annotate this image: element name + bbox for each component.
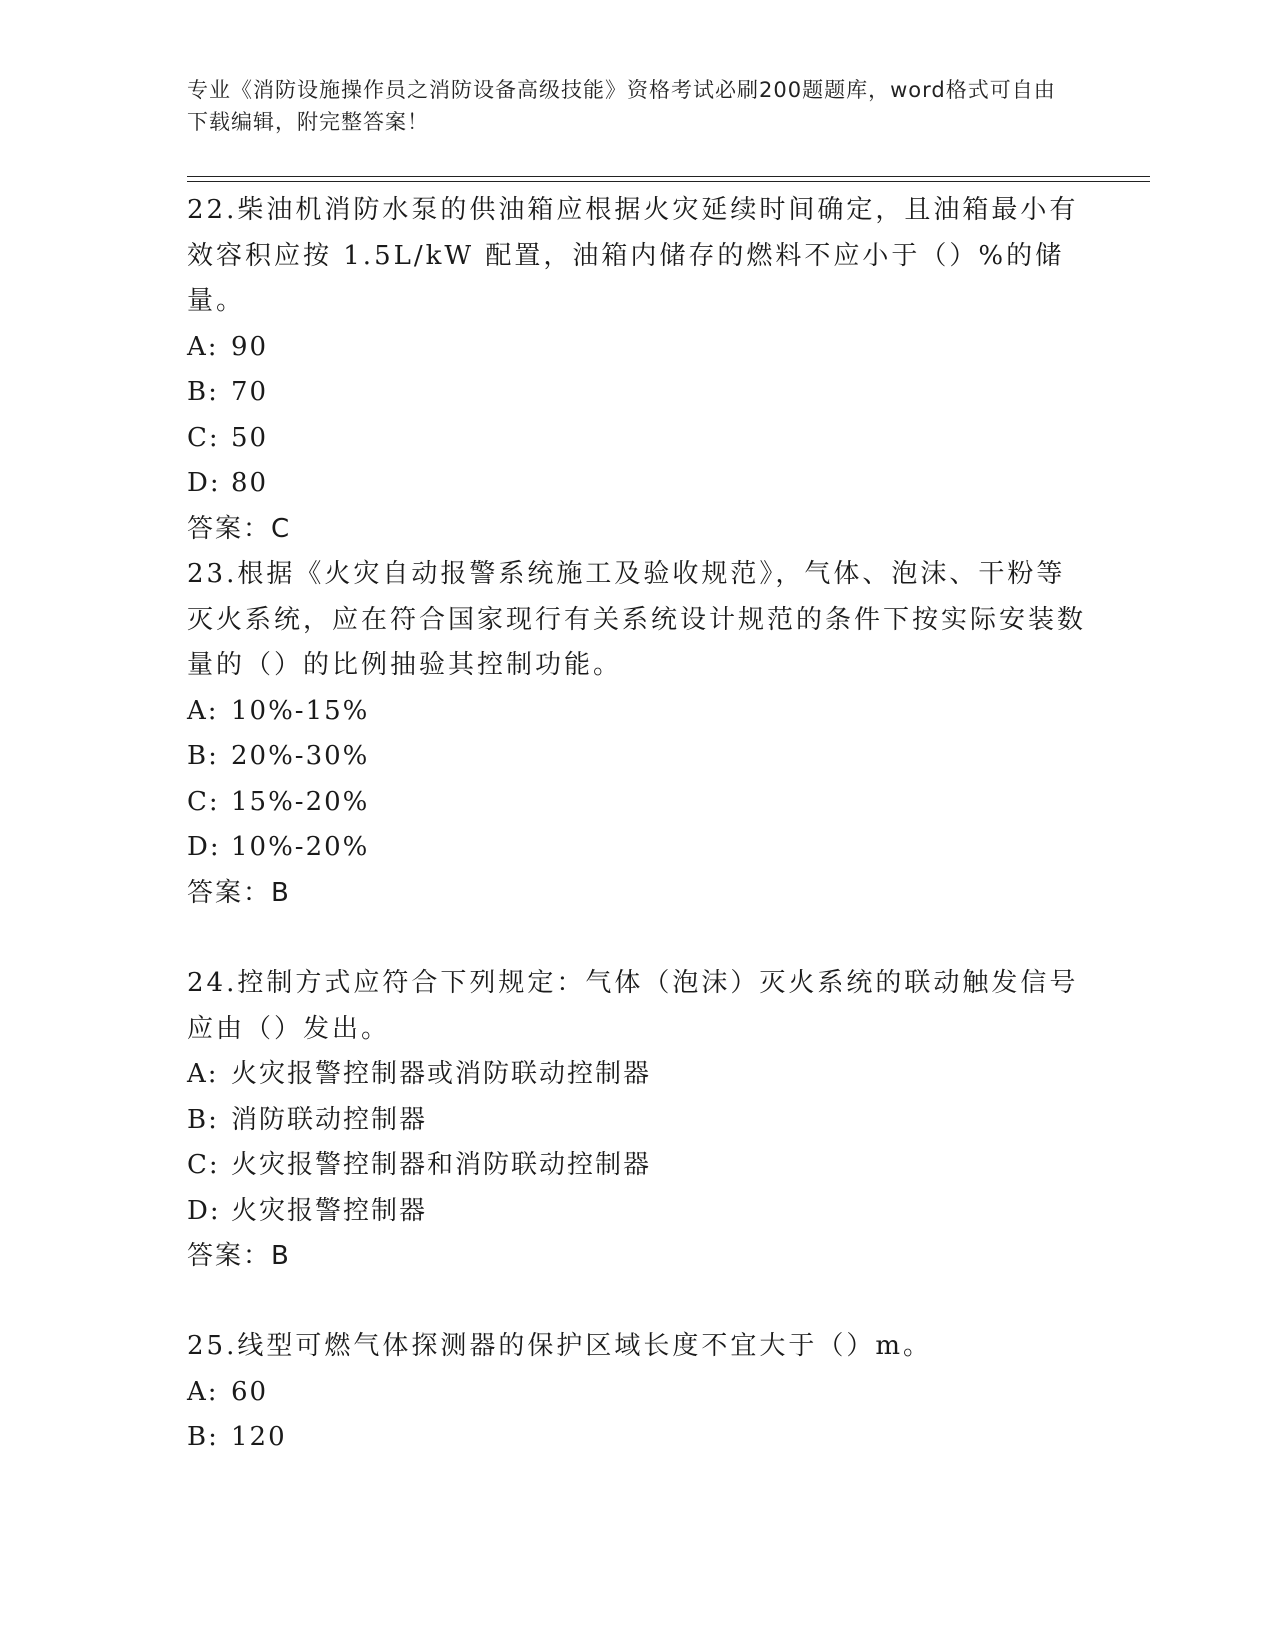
option-key: D: — [187, 468, 221, 498]
option-value: 80 — [231, 468, 269, 498]
question-item — [187, 961, 1087, 1280]
option-b — [187, 1098, 1087, 1144]
option-key: A: — [187, 1059, 219, 1089]
option-key: D: — [187, 1195, 221, 1226]
option-value: 火灾报警控制器 — [231, 1195, 428, 1226]
option-a — [187, 1052, 1087, 1098]
option-value: 90 — [231, 331, 269, 362]
option-b — [187, 370, 1087, 416]
option-value: 120 — [231, 1422, 287, 1452]
question-text: 24.控制方式应符合下列规定：气体（泡沫）灭火系统的联动触发信号应由（）发出。 — [187, 968, 1079, 1044]
document-header: 专业《消防设施操作员之消防设备高级技能》资格考试必刷200题题库，word格式可自由下载编辑，附完整答案！ — [187, 78, 1056, 134]
question-item — [187, 188, 1087, 552]
option-b — [187, 734, 1087, 780]
answer-line: 答案：C — [187, 513, 292, 544]
option-b — [187, 1415, 1087, 1461]
answer-line: 答案：B — [187, 1241, 291, 1271]
question-item — [187, 552, 1087, 916]
option-a — [187, 325, 1087, 371]
option-c — [187, 1143, 1087, 1189]
option-a — [187, 1370, 1087, 1416]
option-value: 消防联动控制器 — [231, 1104, 428, 1135]
option-key: A: — [187, 331, 219, 362]
option-key: B: — [187, 1104, 219, 1135]
option-value: 10%-15% — [231, 695, 370, 726]
answer-line: 答案：B — [187, 877, 291, 908]
option-key: D: — [187, 832, 221, 862]
option-value: 70 — [231, 377, 269, 407]
option-c — [187, 780, 1087, 826]
option-value: 火灾报警控制器或消防联动控制器 — [231, 1059, 652, 1089]
option-key: B: — [187, 741, 219, 771]
option-c — [187, 416, 1087, 462]
question-text: 22.柴油机消防水泵的供油箱应根据火灾延续时间确定，且油箱最小有效容积应按 1.5L/kW 配置，油箱内储存的燃料不应小于（）%的储量。 — [187, 195, 1079, 316]
option-d — [187, 825, 1087, 871]
option-value: 15%-20% — [231, 786, 370, 817]
option-key: C: — [187, 1150, 220, 1180]
option-key: A: — [187, 1376, 219, 1407]
option-d — [187, 1189, 1087, 1235]
question-text: 23.根据《火灾自动报警系统施工及验收规范》，气体、泡沫、干粉等灭火系统，应在符合国家现行有关系统设计规范的条件下按实际安装数量的（）的比例抽验其控制功能。 — [187, 559, 1087, 680]
option-value: 火灾报警控制器和消防联动控制器 — [231, 1150, 652, 1180]
option-value: 20%-30% — [231, 741, 370, 771]
header-divider-top — [187, 176, 1150, 177]
option-a — [187, 689, 1087, 735]
option-key: A: — [187, 695, 219, 726]
option-key: B: — [187, 377, 219, 407]
option-key: C: — [187, 786, 220, 817]
option-value: 50 — [231, 422, 269, 453]
option-d — [187, 461, 1087, 507]
option-value: 60 — [231, 1376, 269, 1407]
option-key: B: — [187, 1422, 219, 1452]
option-key: C: — [187, 422, 220, 453]
header-divider-bottom — [187, 181, 1150, 182]
question-item — [187, 1324, 1087, 1461]
option-value: 10%-20% — [231, 832, 370, 862]
question-text: 25.线型可燃气体探测器的保护区域长度不宜大于（）m。 — [187, 1331, 933, 1361]
